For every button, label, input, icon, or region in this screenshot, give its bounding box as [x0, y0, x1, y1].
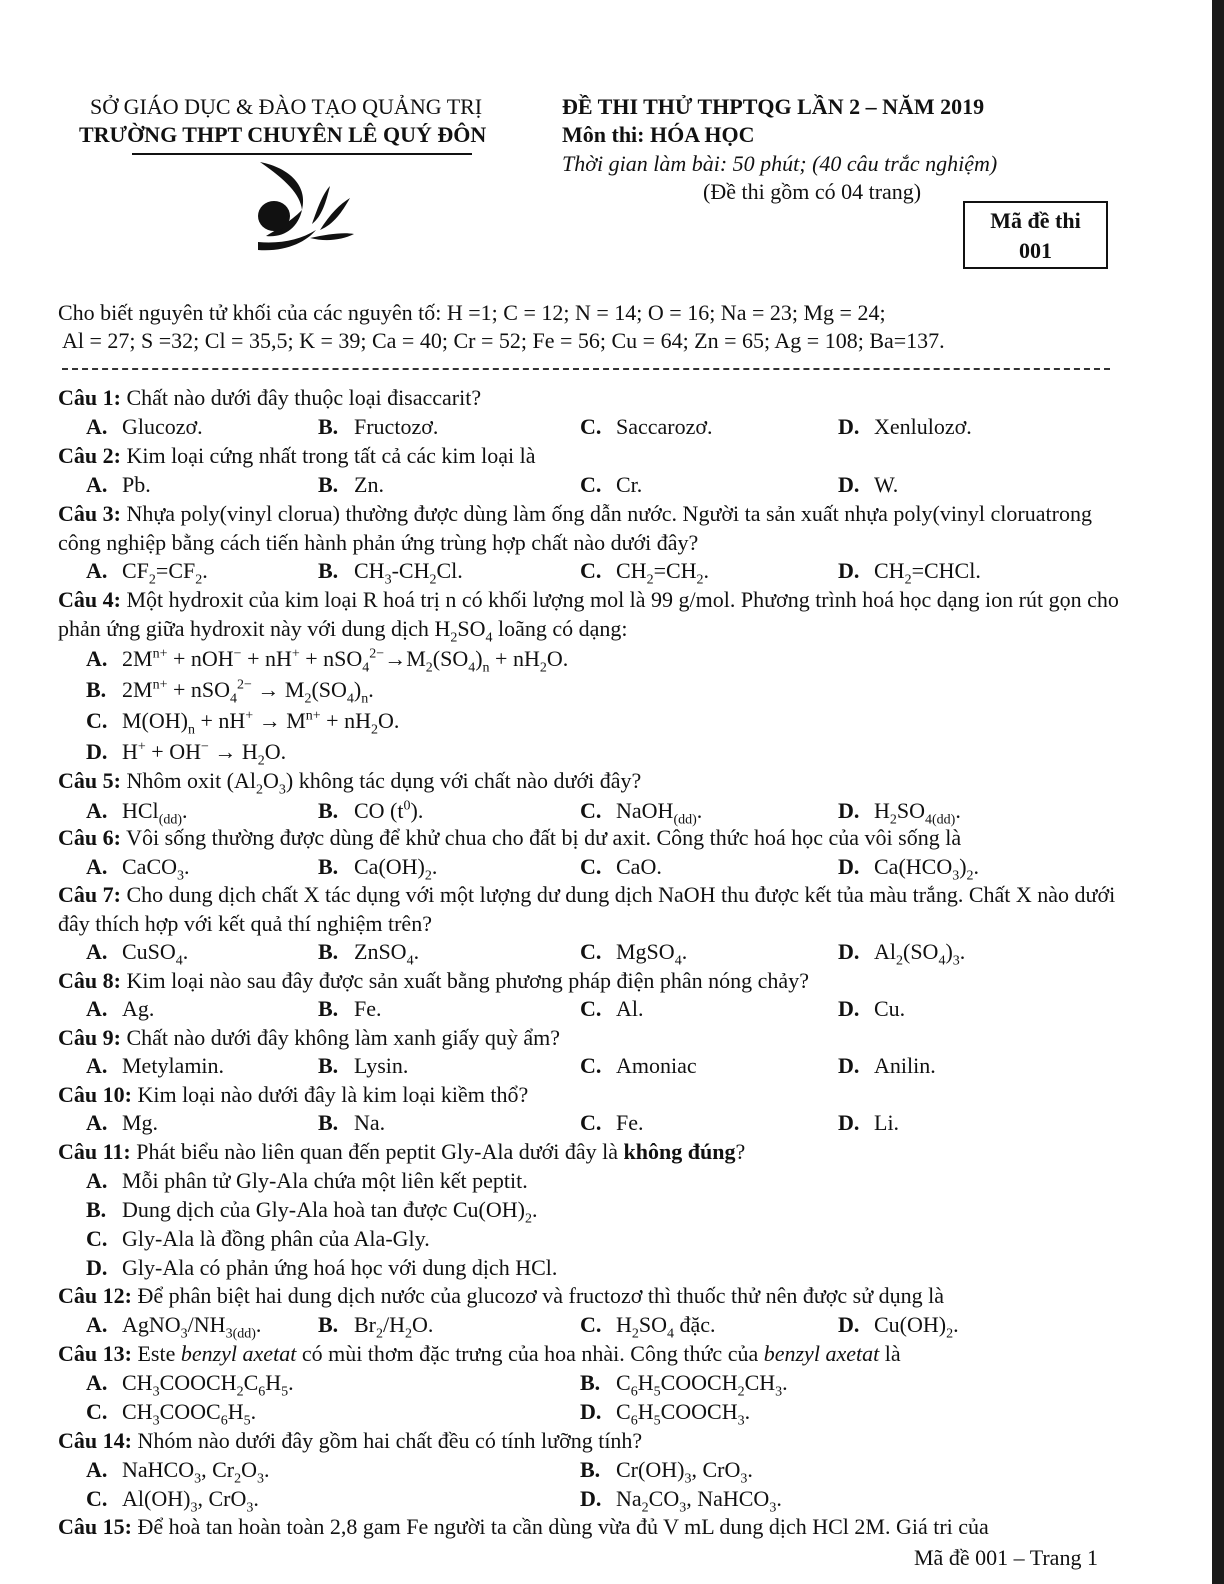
option-a: A. $CF_2=CF_2$.	[86, 558, 208, 588]
exam-time: Thời gian làm bài: 50 phút; (40 câu trắc nghiệm)	[562, 151, 998, 176]
exam-code-value: 001	[1019, 238, 1052, 263]
subject: Môn thi: HÓA HỌC	[562, 122, 755, 147]
school-logo-icon	[250, 158, 360, 258]
school-name: TRƯỜNG THPT CHUYÊN LÊ QUÝ ĐÔN	[79, 122, 487, 147]
school-underline	[132, 153, 472, 155]
divider	[62, 368, 1110, 370]
department-name: SỞ GIÁO DỤC & ĐÀO TẠO QUẢNG TRỊ	[90, 94, 483, 119]
option-b: B. Zn.	[318, 472, 384, 497]
option-c: C. Fe.	[580, 1110, 644, 1135]
option-a: A. CuSO$_4$.	[86, 939, 189, 969]
option-d: D. Li.	[838, 1110, 900, 1135]
question-13: Câu 13: Este benzyl axetat có mùi thơm đặc trưng của hoa nhài. Công thức của benzyl axetat là	[58, 1341, 901, 1366]
option-b: B. Na.	[318, 1110, 386, 1135]
exam-code-label: Mã đề thi	[990, 208, 1081, 233]
option-d: D. $Cu(OH)_2$.	[838, 1312, 959, 1342]
scan-edge	[1212, 0, 1224, 1584]
option-d: D. $H^+ + OH^- \to H_2O$.	[86, 739, 287, 769]
exam-title: ĐỀ THI THỬ THPTQG LẦN 2 – NĂM 2019	[562, 94, 985, 119]
question-3: Câu 3: Nhựa poly(vinyl clorua) thường được dùng làm ống dẫn nước. Người ta sản xuất nhựa poly(vinyl cloruatrong công nghiệp bằng cách tiến hành phản ứng trùng hợp chất nào dưới đây?	[58, 501, 1092, 555]
question-2: Câu 2: Kim loại cứng nhất trong tất cả các kim loại là	[58, 443, 536, 468]
option-d: D. W.	[838, 472, 899, 497]
option-c: C. $H_2SO_4$ đặc.	[580, 1312, 716, 1342]
option-c: C. CaO.	[580, 854, 662, 879]
page-count: (Đề thi gồm có 04 trang)	[703, 179, 922, 204]
question-14: Câu 14: Nhóm nào dưới đây gồm hai chất đều có tính lưỡng tính?	[58, 1428, 643, 1453]
option-b: B. $Ca(OH)_2$.	[318, 854, 438, 884]
option-c: C. Amoniac	[580, 1053, 697, 1078]
option-d: D. Xenlulozơ.	[838, 414, 972, 439]
option-a: A. Mỗi phân tử Gly-Ala chứa một liên kết peptit.	[86, 1168, 528, 1193]
option-c: C. $Al(OH)_3$, CrO$_3$.	[86, 1486, 259, 1516]
question-10: Câu 10: Kim loại nào dưới đây là kim loại kiềm thổ?	[58, 1082, 529, 1107]
option-a: A. $AgNO_3/NH_{3(dd)}$.	[86, 1312, 262, 1342]
option-b: B. $CH_3-CH_2Cl$.	[318, 558, 463, 588]
page-footer: Mã đề 001 – Trang 1	[914, 1545, 1098, 1570]
option-c: C. Saccarozơ.	[580, 414, 713, 439]
question-1: Câu 1: Chất nào dưới đây thuộc loại đisaccarit?	[58, 385, 482, 410]
question-9: Câu 9: Chất nào dưới đây không làm xanh giấy quỳ ẩm?	[58, 1025, 560, 1050]
option-b: B. $Cr(OH)_3$, CrO$_3$.	[580, 1457, 753, 1487]
option-a: A. CaCO$_3$.	[86, 854, 190, 884]
option-a: A. Ag.	[86, 996, 155, 1021]
option-a: A. $2M^{n+} + nOH^- + nH^+ + nSO_4^{2-}\to M_2(SO_4)_n + nH_2O$.	[86, 646, 569, 676]
option-b: B. Lysin.	[318, 1053, 409, 1078]
option-b: B. Fructozơ.	[318, 414, 439, 439]
option-c: C. $M(OH)_n + nH^+ \to M^{n+} + nH_2O$.	[86, 708, 400, 738]
option-d: D. $Al_2(SO_4)_3$.	[838, 939, 966, 969]
option-d: D. $C_6H_5COOCH_3$.	[580, 1399, 751, 1429]
option-a: A. HCl$_{(dd)}$.	[86, 798, 188, 828]
option-b: B. Fe.	[318, 996, 382, 1021]
option-c: C. $CH_3COOC_6H_5$.	[86, 1399, 257, 1429]
question-6: Câu 6: Vôi sống thường được dùng để khử chua cho đất bị dư axit. Công thức hoá học của vôi sống là	[58, 825, 962, 850]
option-c: C. $CH_2=CH_2$.	[580, 558, 710, 588]
question-15: Câu 15: Để hoà tan hoàn toàn 2,8 gam Fe người ta cần dùng vừa đủ V mL dung dịch HCl 2M. Giá tri của	[58, 1514, 989, 1539]
option-d: D. $Ca(HCO_3)_2$.	[838, 854, 980, 884]
atomic-masses-line2: Al = 27; S =32; Cl = 35,5; K = 39; Ca = 40; Cr = 52; Fe = 56; Cu = 64; Zn = 65; Ag = 108; Ba=137.	[62, 328, 945, 353]
option-a: A. Pb.	[86, 472, 151, 497]
option-c: C. Gly-Ala là đồng phân của Ala-Gly.	[86, 1226, 430, 1251]
option-a: A. Metylamin.	[86, 1053, 225, 1078]
option-a: A. Mg.	[86, 1110, 159, 1135]
option-b: B. ZnSO$_4$.	[318, 939, 420, 969]
question-12: Câu 12: Để phân biệt hai dung dịch nước của glucozơ và fructozơ thì thuốc thử nên được sử dụng là	[58, 1283, 945, 1308]
option-d: D. $CH_2=CHCl$.	[838, 558, 981, 588]
option-b: B. $Br_2/H_2O$.	[318, 1312, 434, 1342]
question-8: Câu 8: Kim loại nào sau đây được sản xuất bằng phương pháp điện phân nóng chảy?	[58, 968, 809, 993]
option-c: C. MgSO$_4$.	[580, 939, 688, 969]
option-b: B. $2M^{n+} + nSO_4^{2-} \to M_2(SO_4)_n$.	[86, 677, 374, 707]
option-a: A. NaHCO$_3$, $Cr_2O_3$.	[86, 1457, 270, 1487]
option-b: B. CO $(t^0)$.	[318, 798, 424, 823]
option-c: C. Cr.	[580, 472, 643, 497]
question-7: Câu 7: Cho dung dịch chất X tác dụng với một lượng dư dung dịch NaOH thu được kết tủa màu trắng. Chất X nào dưới đây thích hợp với kết quả thí nghiệm trên?	[58, 882, 1116, 936]
option-d: D. $H_2SO_{4(dd)}$.	[838, 798, 961, 828]
option-d: D. Gly-Ala có phản ứng hoá học với dung dịch HCl.	[86, 1255, 558, 1280]
option-a: A. $CH_3COOCH_2C_6H_5$.	[86, 1370, 294, 1400]
atomic-masses-line1: Cho biết nguyên tử khối của các nguyên tố: H =1; C = 12; N = 14; O = 16; Na = 23; Mg = 24;	[58, 300, 886, 325]
question-4: Câu 4: Một hydroxit của kim loại R hoá trị n có khối lượng mol là 99 g/mol. Phương trình hoá học dạng ion rút gọn cho phản ứng giữa hydroxit này với dung dịch $H_2SO_4$ loãng có dạng:	[58, 587, 1119, 645]
exam-code-box	[963, 201, 1108, 269]
question-5: Câu 5: Nhôm oxit $(Al_2O_3)$ không tác dụng với chất nào dưới đây?	[58, 768, 642, 798]
option-b: B. Dung dịch của Gly-Ala hoà tan được $Cu(OH)_2$.	[86, 1197, 538, 1227]
option-c: C. NaOH$_{(dd)}$.	[580, 798, 703, 828]
option-d: D. $Na_2CO_3$, NaHCO$_3$.	[580, 1486, 782, 1516]
option-d: D. Anilin.	[838, 1053, 936, 1078]
option-a: A. Glucozơ.	[86, 414, 203, 439]
option-c: C. Al.	[580, 996, 644, 1021]
question-11: Câu 11: Phát biểu nào liên quan đến peptit Gly-Ala dưới đây là không đúng?	[58, 1139, 746, 1164]
option-d: D. Cu.	[838, 996, 906, 1021]
option-b: B. $C_6H_5COOCH_2CH_3$.	[580, 1370, 788, 1400]
